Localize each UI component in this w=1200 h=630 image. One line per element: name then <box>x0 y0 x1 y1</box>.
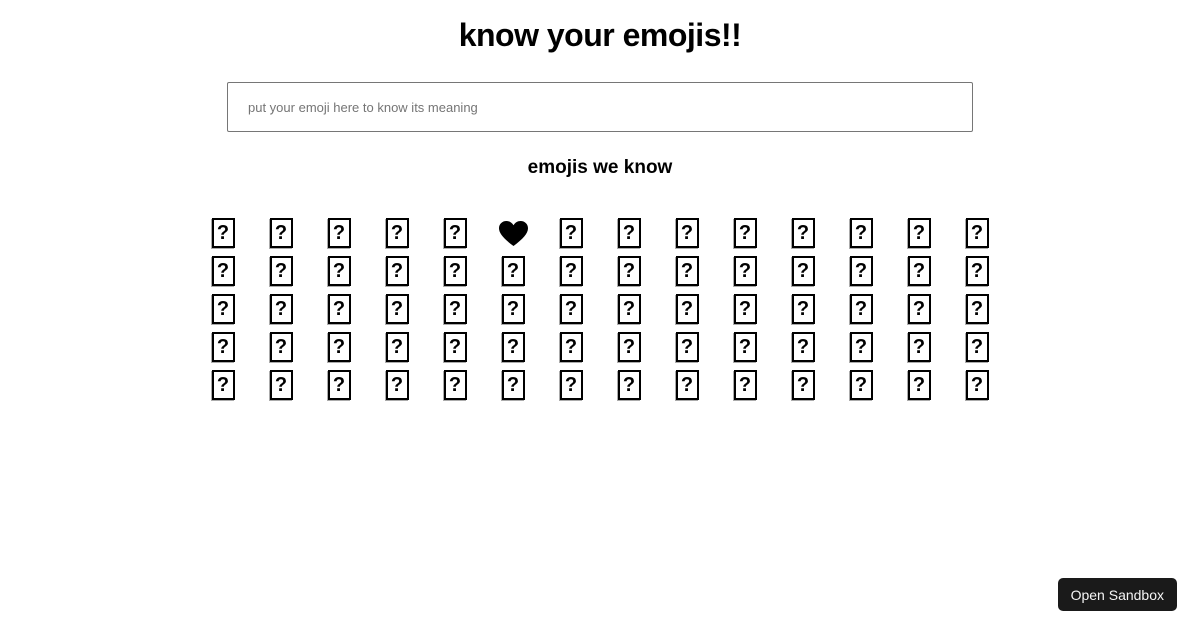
missing-emoji-icon: ? <box>386 256 409 286</box>
missing-emoji-icon: ? <box>328 332 351 362</box>
missing-emoji-icon: ? <box>386 294 409 324</box>
missing-emoji-icon: ? <box>502 294 525 324</box>
missing-emoji-icon: ? <box>212 294 235 324</box>
missing-emoji-icon: ? <box>676 256 699 286</box>
missing-emoji-icon: ? <box>328 256 351 286</box>
emoji-cell <box>252 252 310 290</box>
missing-emoji-icon: ? <box>734 256 757 286</box>
open-sandbox-button[interactable]: Open Sandbox <box>1058 578 1177 611</box>
missing-emoji-icon: ? <box>212 256 235 286</box>
emoji-cell <box>832 328 890 366</box>
missing-emoji-icon: ? <box>502 256 525 286</box>
missing-emoji-icon: ? <box>444 294 467 324</box>
missing-emoji-icon: ? <box>792 256 815 286</box>
missing-emoji-icon: ? <box>908 332 931 362</box>
missing-emoji-icon: ? <box>386 370 409 400</box>
missing-emoji-icon: ? <box>270 218 293 248</box>
missing-emoji-icon: ? <box>792 218 815 248</box>
emoji-cell <box>426 290 484 328</box>
emoji-cell <box>368 290 426 328</box>
emoji-cell <box>368 214 426 252</box>
missing-emoji-icon: ? <box>618 218 641 248</box>
emoji-cell <box>368 328 426 366</box>
missing-emoji-icon: ? <box>270 370 293 400</box>
missing-emoji-icon: ? <box>444 370 467 400</box>
emoji-cell <box>600 366 658 404</box>
emoji-cell <box>716 214 774 252</box>
missing-emoji-icon: ? <box>850 218 873 248</box>
emoji-cell <box>484 252 542 290</box>
missing-emoji-icon: ? <box>966 332 989 362</box>
missing-emoji-icon: ? <box>328 370 351 400</box>
emoji-cell <box>542 366 600 404</box>
emoji-cell <box>948 290 1006 328</box>
missing-emoji-icon: ? <box>966 294 989 324</box>
missing-emoji-icon: ? <box>850 370 873 400</box>
emoji-cell <box>716 290 774 328</box>
missing-emoji-icon: ? <box>560 256 583 286</box>
missing-emoji-icon: ? <box>792 332 815 362</box>
emoji-cell <box>658 290 716 328</box>
emoji-cell <box>484 290 542 328</box>
missing-emoji-icon: ? <box>560 294 583 324</box>
missing-emoji-icon: ? <box>212 332 235 362</box>
missing-emoji-icon: ? <box>618 256 641 286</box>
missing-emoji-icon: ? <box>734 218 757 248</box>
missing-emoji-icon: ? <box>212 218 235 248</box>
missing-emoji-icon: ? <box>270 294 293 324</box>
emoji-cell <box>194 328 252 366</box>
missing-emoji-icon: ? <box>734 332 757 362</box>
missing-emoji-icon: ? <box>270 256 293 286</box>
missing-emoji-icon: ? <box>676 218 699 248</box>
emoji-cell <box>716 252 774 290</box>
emoji-cell <box>252 290 310 328</box>
missing-emoji-icon: ? <box>444 218 467 248</box>
missing-emoji-icon: ? <box>618 332 641 362</box>
missing-emoji-icon: ? <box>908 370 931 400</box>
emoji-cell <box>600 328 658 366</box>
missing-emoji-icon: ? <box>212 370 235 400</box>
emoji-cell <box>542 328 600 366</box>
missing-emoji-icon: ? <box>386 332 409 362</box>
emoji-cell <box>832 366 890 404</box>
emoji-cell <box>600 290 658 328</box>
search-area <box>0 82 1200 132</box>
missing-emoji-icon: ? <box>618 294 641 324</box>
emoji-cell <box>948 328 1006 366</box>
missing-emoji-icon: ? <box>792 370 815 400</box>
emoji-cell <box>368 252 426 290</box>
emoji-cell <box>600 214 658 252</box>
missing-emoji-icon: ? <box>502 370 525 400</box>
emoji-cell <box>426 328 484 366</box>
missing-emoji-icon: ? <box>618 370 641 400</box>
missing-emoji-icon: ? <box>966 218 989 248</box>
emoji-cell <box>194 366 252 404</box>
missing-emoji-icon: ? <box>966 256 989 286</box>
emoji-cell <box>890 366 948 404</box>
emoji-cell <box>542 290 600 328</box>
section-heading: emojis we know <box>527 157 673 178</box>
emoji-cell <box>368 366 426 404</box>
emoji-cell <box>426 214 484 252</box>
missing-emoji-icon: ? <box>560 332 583 362</box>
missing-emoji-icon: ? <box>850 294 873 324</box>
missing-emoji-icon: ? <box>444 332 467 362</box>
missing-emoji-icon: ? <box>908 294 931 324</box>
emoji-cell <box>310 366 368 404</box>
emoji-cell <box>890 252 948 290</box>
emoji-cell <box>194 290 252 328</box>
emoji-cell <box>658 252 716 290</box>
missing-emoji-icon: ? <box>966 370 989 400</box>
missing-emoji-icon: ? <box>502 332 525 362</box>
emoji-cell <box>426 366 484 404</box>
missing-emoji-icon: ? <box>386 218 409 248</box>
emoji-cell <box>310 290 368 328</box>
missing-emoji-icon: ? <box>328 294 351 324</box>
emoji-cell <box>426 252 484 290</box>
missing-emoji-icon: ? <box>850 256 873 286</box>
emoji-cell <box>890 328 948 366</box>
emoji-cell <box>832 214 890 252</box>
emoji-cell <box>658 328 716 366</box>
emoji-cell <box>774 214 832 252</box>
page-title: know your emojis!! <box>458 17 742 53</box>
emoji-cell <box>832 252 890 290</box>
missing-emoji-icon: ? <box>676 370 699 400</box>
emoji-cell <box>832 290 890 328</box>
missing-emoji-icon: ? <box>908 218 931 248</box>
emoji-cell <box>194 214 252 252</box>
missing-emoji-icon: ? <box>270 332 293 362</box>
emoji-cell <box>658 214 716 252</box>
missing-emoji-icon: ? <box>676 332 699 362</box>
emoji-cell <box>310 328 368 366</box>
emoji-cell <box>774 328 832 366</box>
missing-emoji-icon: ? <box>560 370 583 400</box>
missing-emoji-icon: ? <box>676 294 699 324</box>
missing-emoji-icon: ? <box>444 256 467 286</box>
missing-emoji-icon: ? <box>328 218 351 248</box>
missing-emoji-icon: ? <box>792 294 815 324</box>
emoji-cell <box>774 252 832 290</box>
emoji-cell <box>252 366 310 404</box>
emoji-cell <box>948 366 1006 404</box>
missing-emoji-icon: ? <box>850 332 873 362</box>
emoji-search-input[interactable] <box>227 82 973 132</box>
emoji-cell <box>252 328 310 366</box>
emoji-cell <box>252 214 310 252</box>
emoji-cell <box>542 252 600 290</box>
emoji-cell <box>948 252 1006 290</box>
emoji-cell <box>774 366 832 404</box>
emoji-cell <box>310 214 368 252</box>
missing-emoji-icon: ? <box>734 370 757 400</box>
emoji-cell <box>774 290 832 328</box>
emoji-cell <box>948 214 1006 252</box>
heart-emoji-icon <box>499 221 528 246</box>
emoji-cell <box>716 366 774 404</box>
emoji-cell <box>310 252 368 290</box>
emoji-cell <box>658 366 716 404</box>
emoji-cell <box>542 214 600 252</box>
emoji-cell <box>484 328 542 366</box>
emoji-cell <box>716 328 774 366</box>
emoji-cell <box>600 252 658 290</box>
emoji-cell <box>194 252 252 290</box>
emoji-cell <box>890 290 948 328</box>
emoji-cell <box>890 214 948 252</box>
missing-emoji-icon: ? <box>908 256 931 286</box>
missing-emoji-icon: ? <box>734 294 757 324</box>
emoji-cell <box>484 366 542 404</box>
missing-emoji-icon: ? <box>560 218 583 248</box>
emoji-cell <box>484 214 542 252</box>
emoji-grid <box>194 214 1006 404</box>
